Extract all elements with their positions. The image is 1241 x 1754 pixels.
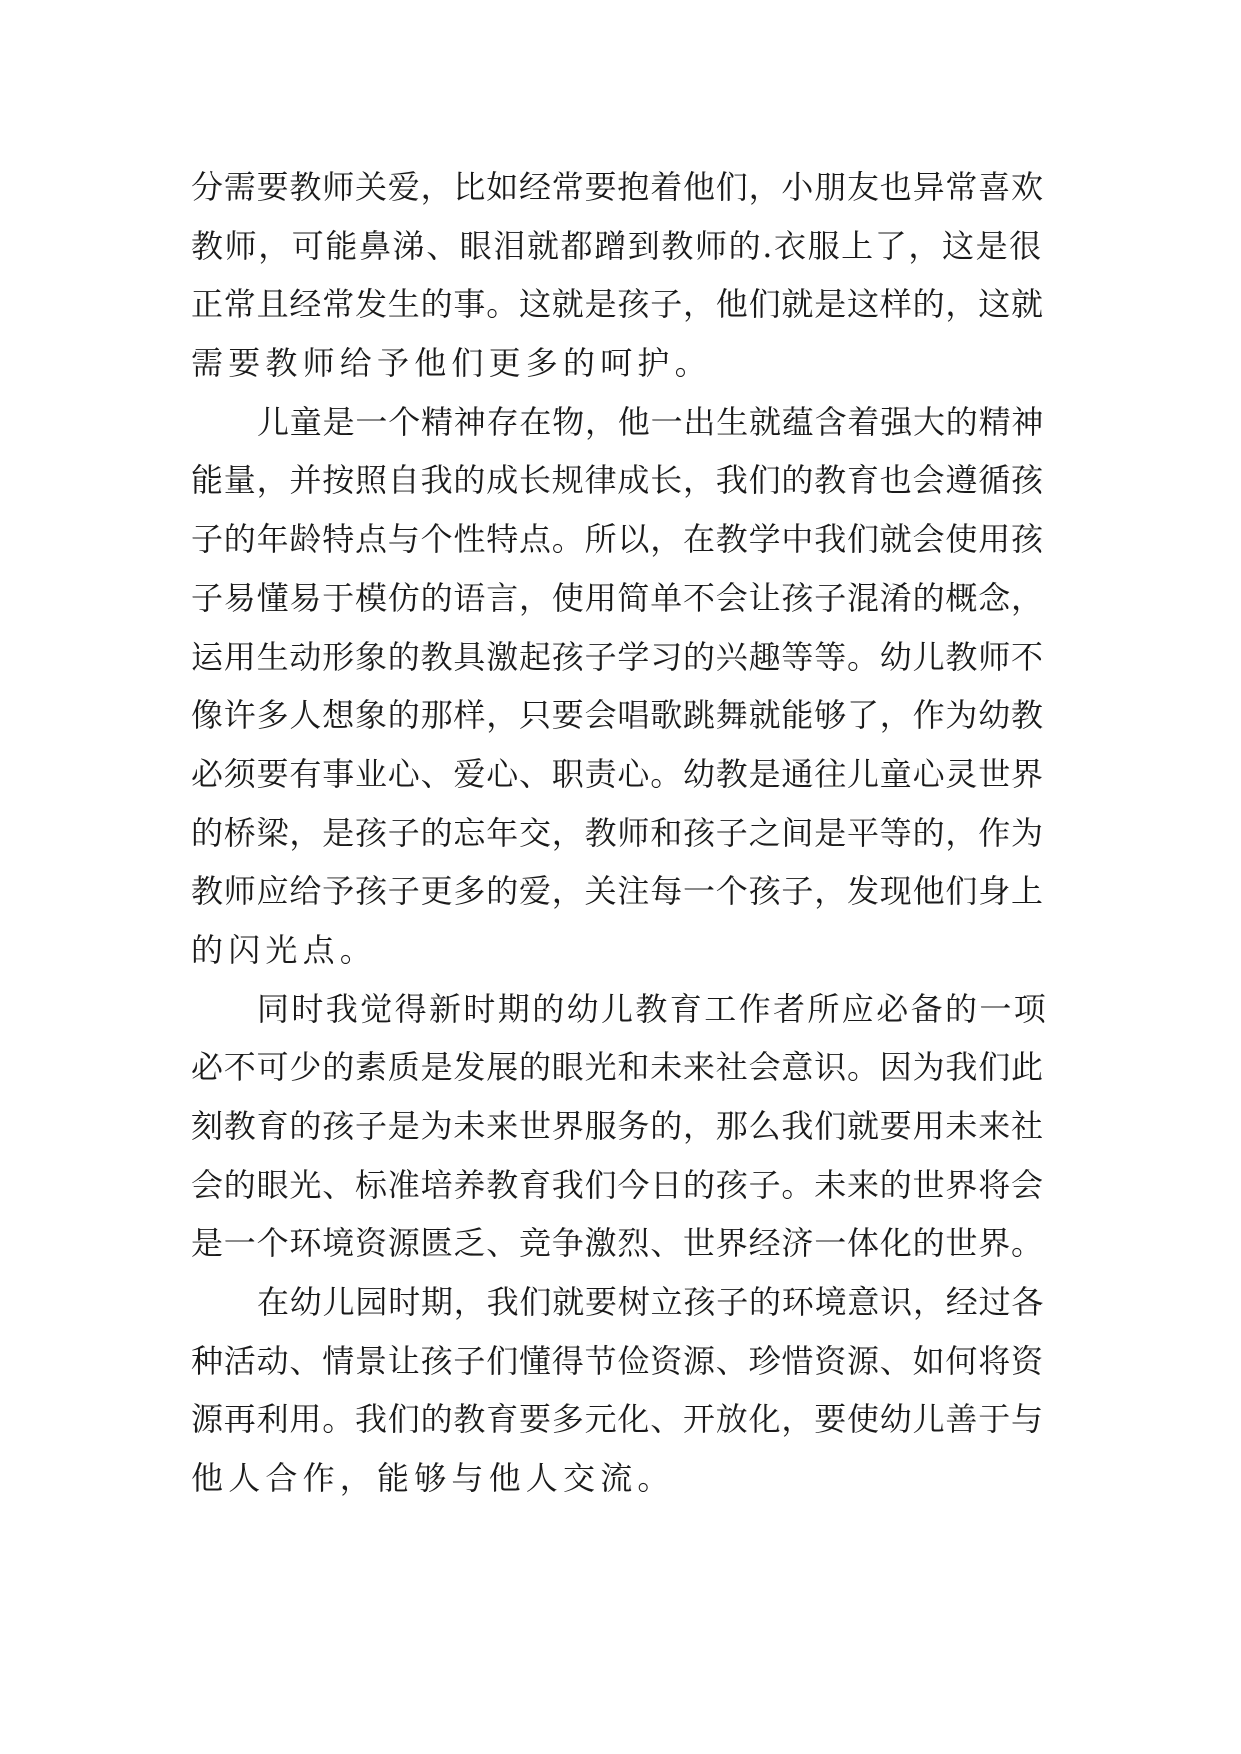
text-line: 教师，可能鼻涕、眼泪就都蹭到教师的.衣服上了，这是很 (191, 226, 1043, 265)
text-line: 在幼儿园时期，我们就要树立孩子的环境意识，经过各 (257, 1283, 1045, 1322)
text-line: 正常且经常发生的事。这就是孩子，他们就是这样的，这就 (191, 285, 1044, 324)
text-line: 教师应给予孩子更多的爱，关注每一个孩子，发现他们身上 (191, 872, 1044, 911)
text-line: 会的眼光、标准培养教育我们今日的孩子。未来的世界将会 (191, 1165, 1044, 1204)
text-line: 像许多人想象的那样，只要会唱歌跳舞就能够了，作为幼教 (191, 696, 1044, 735)
text-line: 种活动、情景让孩子们懂得节俭资源、珍惜资源、如何将资 (191, 1341, 1044, 1380)
text-line: 儿童是一个精神存在物，他一出生就蕴含着强大的精神 (257, 402, 1045, 441)
text-line: 是一个环境资源匮乏、竞争激烈、世界经济一体化的世界。 (191, 1224, 1044, 1263)
text-line: 子的年龄特点与个性特点。所以，在教学中我们就会使用孩 (191, 520, 1044, 559)
text-line: 的桥梁，是孩子的忘年交，教师和孩子之间是平等的，作为 (191, 813, 1044, 852)
text-line: 能量，并按照自我的成长规律成长，我们的教育也会遵循孩 (191, 461, 1044, 500)
text-line: 分需要教师关爱，比如经常要抱着他们，小朋友也异常喜欢 (191, 168, 1044, 206)
text-line: 同时我觉得新时期的幼儿教育工作者所应必备的一项 (257, 989, 1049, 1028)
text-line: 必须要有事业心、爱心、职责心。幼教是通往儿童心灵世界 (191, 754, 1044, 793)
text-line: 子易懂易于模仿的语言，使用简单不会让孩子混淆的概念， (191, 578, 1044, 617)
text-line: 必不可少的素质是发展的眼光和未来社会意识。因为我们此 (191, 1048, 1044, 1087)
text-line: 需要教师给予他们更多的呵护。 (191, 344, 712, 383)
document-body (191, 158, 1051, 1508)
text-line: 运用生动形象的教具激起孩子学习的兴趣等等。幼儿教师不 (191, 637, 1044, 676)
text-line: 的闪光点。 (191, 930, 378, 969)
text-line: 源再利用。我们的教育要多元化、开放化，要使幼儿善于与 (191, 1400, 1044, 1439)
text-line: 刻教育的孩子是为未来世界服务的，那么我们就要用未来社 (191, 1107, 1044, 1145)
text-line: 他人合作，能够与他人交流。 (191, 1459, 675, 1498)
